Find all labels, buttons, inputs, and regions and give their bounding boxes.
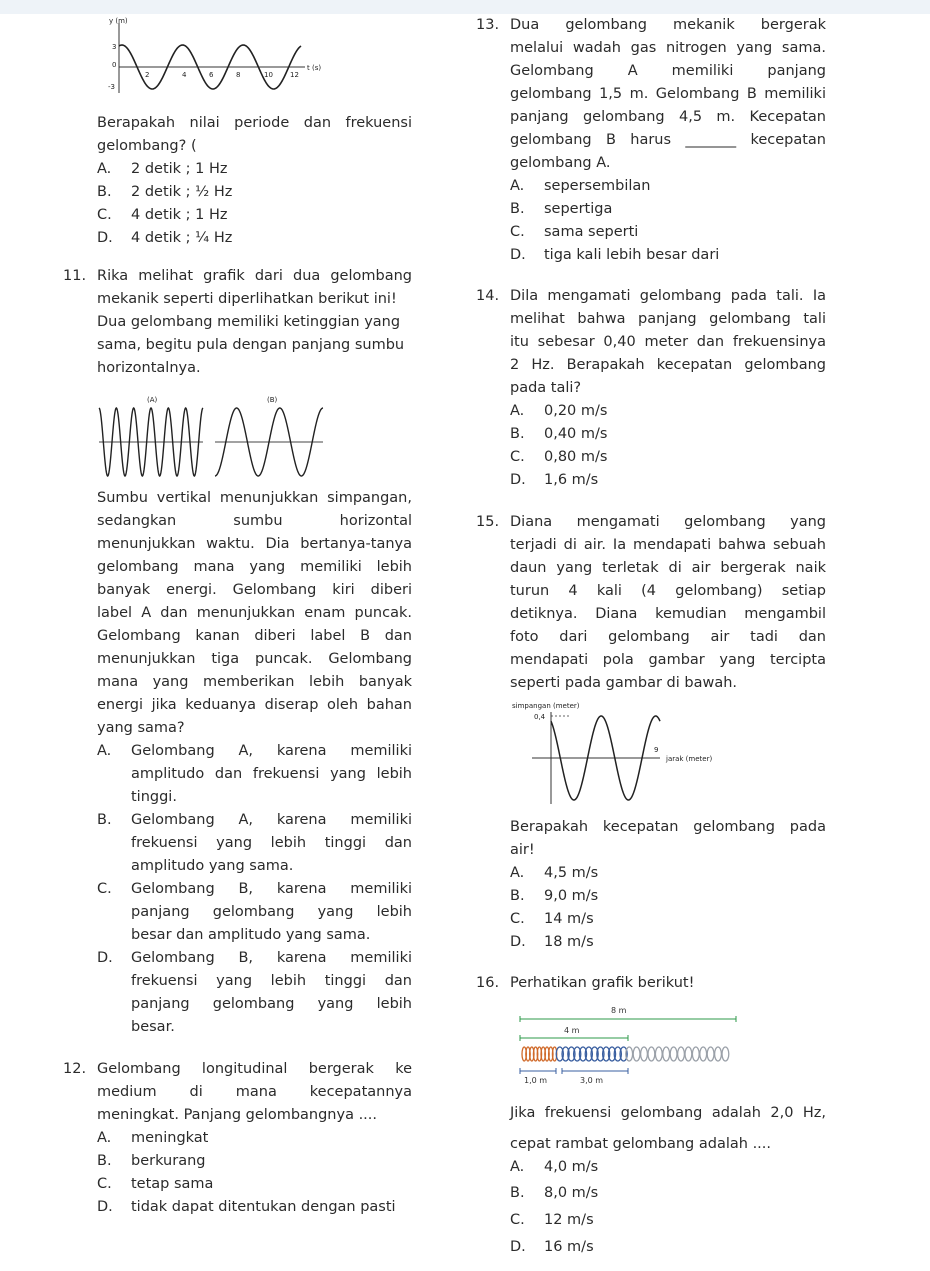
q10-question-line: Berapakah nilai periode dan frekuensi [97,115,412,131]
q13-option-d[interactable] [510,244,719,267]
option-letter: D. [97,230,113,246]
q13-option-c[interactable] [510,221,638,244]
q16-title: Perhatikan grafik berikut! [510,975,695,991]
spring-coil [655,1047,662,1061]
q16-half-label: 4 m [564,1026,580,1035]
q13-option-a[interactable] [510,175,651,198]
q15-question-line: turun 4 kali (4 gelombang) setiap [510,583,826,599]
q14-question-line: Dila mengamati gelombang pada tali. Ia [510,288,826,304]
option-line: Gelombang B, karena memiliki [131,881,412,897]
option-line: besar dan amplitudo yang sama. [131,927,371,943]
q11-body-line: menunjukkan waktu. Dia bertanya-tanya [97,536,412,552]
option-letter: A. [97,1130,112,1146]
option-letter: A. [510,865,525,881]
q14-option-d[interactable] [510,469,598,492]
q11-body-line: label A dan menunjukkan enam puncak. [97,605,412,621]
option-letter: B. [97,184,112,200]
option-text: 18 m/s [544,934,594,950]
q15-question-line: terjadi di air. Ia mendapati bahwa sebuah [510,537,826,553]
option-text: 1,6 m/s [544,472,599,488]
option-letter: A. [510,178,525,194]
option-text: meningkat [131,1130,209,1146]
q13-question-line: panjang gelombang 4,5 m. Kecepatan [510,109,826,125]
option-letter: D. [97,950,113,966]
q11-wave-figures [97,393,327,483]
q14-number: 14. [476,288,500,304]
q16-seg1-label: 1,0 m [524,1076,548,1085]
q12-question-line: meningkat. Panjang gelombangnya .... [97,1107,378,1123]
q14-question-line: melihat bahwa panjang gelombang tali [510,311,826,327]
q11-body-line: Sumbu vertikal menunjukkan simpangan, [97,490,412,506]
option-text: 2 detik ; ½ Hz [131,184,233,200]
q16-question-line: Jika frekuensi gelombang adalah 2,0 Hz, [510,1105,826,1121]
q12-option-a[interactable] [97,1127,208,1150]
q15-option-d[interactable] [510,931,594,954]
spring-coil [707,1047,714,1061]
q15-question-line: foto dari gelombang air tadi dan [510,629,826,645]
option-letter: C. [97,1176,112,1192]
option-text: 14 m/s [544,911,594,927]
q15-question-line: Diana mengamati gelombang yang [510,514,826,530]
q14-question-line: pada tali? [510,380,582,396]
option-text: tetap sama [131,1176,214,1192]
q15-number: 15. [476,514,500,530]
option-letter: C. [97,207,112,223]
q11-label-b: (B) [267,396,278,404]
option-line: frekuensi yang lebih tinggi dan [131,973,412,989]
option-text: 9,0 m/s [544,888,599,904]
option-text: 2 detik ; 1 Hz [131,161,228,177]
q15-question-line: detiknya. Diana kemudian mengambil [510,606,826,622]
q10-ytop: 3 [112,43,117,51]
q11-body-line: gelombang mana yang memiliki lebih [97,559,412,575]
q15-wave-graph [510,700,730,810]
spring-coil [641,1047,648,1061]
option-letter: C. [510,911,525,927]
option-text: 4 detik ; 1 Hz [131,207,228,223]
q11-body-line: yang sama? [97,720,185,736]
option-text: 8,0 m/s [544,1185,599,1201]
option-text: tiga kali lebih besar dari [544,247,720,263]
q16-option-c[interactable] [510,1209,594,1232]
spring-coil [678,1047,685,1061]
q16-option-b[interactable] [510,1182,598,1205]
q11-intro-line: sama, begitu pula dengan panjang sumbu [97,337,405,353]
q12-option-d[interactable] [97,1196,396,1219]
q11-body-line: mana yang memberikan lebih banyak [97,674,412,690]
q13-question-line: melalui wadah gas nitrogen yang sama. [510,40,826,56]
q13-question-line: Dua gelombang mekanik bergerak [510,17,826,33]
q10-tick: 12 [290,71,299,79]
q15-option-c[interactable] [510,908,594,931]
q10-question-line: gelombang? ( [97,138,197,154]
q10-tick: 8 [236,71,241,79]
top-edge-strip [0,0,930,14]
option-text: 12 m/s [544,1212,594,1228]
q15-option-b[interactable] [510,885,598,908]
q12-option-c[interactable] [97,1173,213,1196]
q10-tick: 2 [145,71,150,79]
q12-number: 12. [63,1061,87,1077]
option-letter: C. [510,1212,525,1228]
q12-option-b[interactable] [97,1150,205,1173]
q15-ymark: 0,4 [534,713,546,721]
option-line: Gelombang A, karena memiliki [131,743,412,759]
q15-ask-line: Berapakah kecepatan gelombang pada [510,819,826,835]
q16-question-line: cepat rambat gelombang adalah .... [510,1136,771,1152]
q11-intro-line: horizontalnya. [97,360,201,376]
q10-yzero: 0 [112,61,117,69]
option-text: 4,5 m/s [544,865,599,881]
q15-ask-line: air! [510,842,535,858]
option-letter: B. [510,201,525,217]
option-letter: C. [97,881,112,897]
spring-coil [648,1047,655,1061]
q12-question-line: Gelombang longitudinal bergerak ke [97,1061,412,1077]
q10-ybot: -3 [108,83,115,91]
option-letter: B. [510,1185,525,1201]
option-letter: D. [510,934,526,950]
q10-tick: 10 [264,71,273,79]
q15-xmark: 9 [654,746,659,754]
option-line: panjang gelombang yang lebih [131,904,412,920]
option-line: Gelombang B, karena memiliki [131,950,412,966]
spring-coil [715,1047,722,1061]
option-text: 4 detik ; ¼ Hz [131,230,233,246]
q11-body-line: Gelombang kanan diberi label B dan [97,628,412,644]
q13-question-line: Gelombang A memiliki panjang [510,63,826,79]
option-letter: C. [510,224,525,240]
option-letter: D. [510,247,526,263]
q10-option-a[interactable] [97,158,228,181]
spring-coil [692,1047,699,1061]
q15-xlabel: jarak (meter) [666,755,713,763]
q16-option-a[interactable] [510,1156,598,1179]
q15-option-a[interactable] [510,862,598,885]
option-letter: C. [510,449,525,465]
q10-tick: 6 [209,71,214,79]
option-letter: B. [510,426,525,442]
option-letter: A. [510,403,525,419]
q11-body-line: sedangkan sumbu horizontal [97,513,412,529]
option-text: 0,20 m/s [544,403,608,419]
option-text: berkurang [131,1153,206,1169]
option-text: sama seperti [544,224,639,240]
option-line: Gelombang A, karena memiliki [131,812,412,828]
q14-option-c[interactable] [510,446,607,469]
q11-body-line: banyak energi. Gelombang kiri diberi [97,582,412,598]
q11-intro-line: Rika melihat grafik dari dua gelombang [97,268,412,284]
spring-coil [633,1047,640,1061]
option-line: panjang gelombang yang lebih [131,996,412,1012]
q11-label-a: (A) [147,396,158,404]
q14-option-a[interactable] [510,400,607,423]
option-letter: D. [510,472,526,488]
q15-question-line: mendapati pola gambar yang tercipta [510,652,826,668]
option-letter: A. [97,161,112,177]
q16-total-label: 8 m [611,1006,627,1015]
spring-coil [722,1047,729,1061]
option-line: amplitudo dan frekuensi yang lebih [131,766,412,782]
spring-coil [685,1047,692,1061]
q16-number: 16. [476,975,500,991]
q10-tick: 4 [182,71,187,79]
q15-ylabel: simpangan (meter) [512,702,580,710]
option-text: sepertiga [544,201,613,217]
q13-question-line: gelombang B harus _______ kecepatan [510,132,826,148]
option-text: 4,0 m/s [544,1159,599,1175]
q12-question-line: medium di mana kecepatannya [97,1084,412,1100]
q13-number: 13. [476,17,500,33]
q11-body-line: menunjukkan tiga puncak. Gelombang [97,651,412,667]
option-line: tinggi. [131,789,177,805]
q11-number: 11. [63,268,87,284]
q10-option-d[interactable] [97,227,232,250]
q16-option-d[interactable] [510,1236,594,1259]
q13-question-line: gelombang 1,5 m. Gelombang B memiliki [510,86,826,102]
option-line: besar. [131,1019,175,1035]
option-letter: D. [97,1199,113,1215]
spring-coil [700,1047,707,1061]
q14-question-line: itu sebesar 0,40 meter dan frekuensinya [510,334,826,350]
option-letter: B. [97,1153,112,1169]
q14-option-b[interactable] [510,423,607,446]
option-text: 0,40 m/s [544,426,608,442]
option-text: tidak dapat ditentukan dengan pasti [131,1199,396,1215]
q10-ylabel: y (m) [109,17,128,25]
q14-question-line: 2 Hz. Berapakah kecepatan gelombang [510,357,826,373]
option-text: 16 m/s [544,1239,594,1255]
q10-wave-graph [105,17,335,97]
q10-xlabel: t (s) [307,64,322,72]
option-text: sepersembilan [544,178,651,194]
option-letter: D. [510,1239,526,1255]
q16-seg2-label: 3,0 m [580,1076,604,1085]
q15-question-line: seperti pada gambar di bawah. [510,675,738,691]
spring-coil [670,1047,677,1061]
q15-question-line: daun yang terletak di air bergerak naik [510,560,826,576]
option-letter: A. [97,743,112,759]
q11-body-line: energi jika keduanya diserap oleh bahan [97,697,412,713]
spring-coil [663,1047,670,1061]
option-line: frekuensi yang lebih tinggi dan [131,835,412,851]
q10-option-c[interactable] [97,204,228,227]
option-letter: B. [510,888,525,904]
q13-question-line: gelombang A. [510,155,611,171]
option-letter: B. [97,812,112,828]
option-text: 0,80 m/s [544,449,608,465]
q16-spring-figure [512,1003,748,1089]
q10-option-b[interactable] [97,181,232,204]
q13-option-b[interactable] [510,198,612,221]
q11-intro-line: Dua gelombang memiliki ketinggian yang [97,314,401,330]
option-line: amplitudo yang sama. [131,858,294,874]
q11-intro-line: mekanik seperti diperlihatkan berikut ini! [97,291,397,307]
option-letter: A. [510,1159,525,1175]
